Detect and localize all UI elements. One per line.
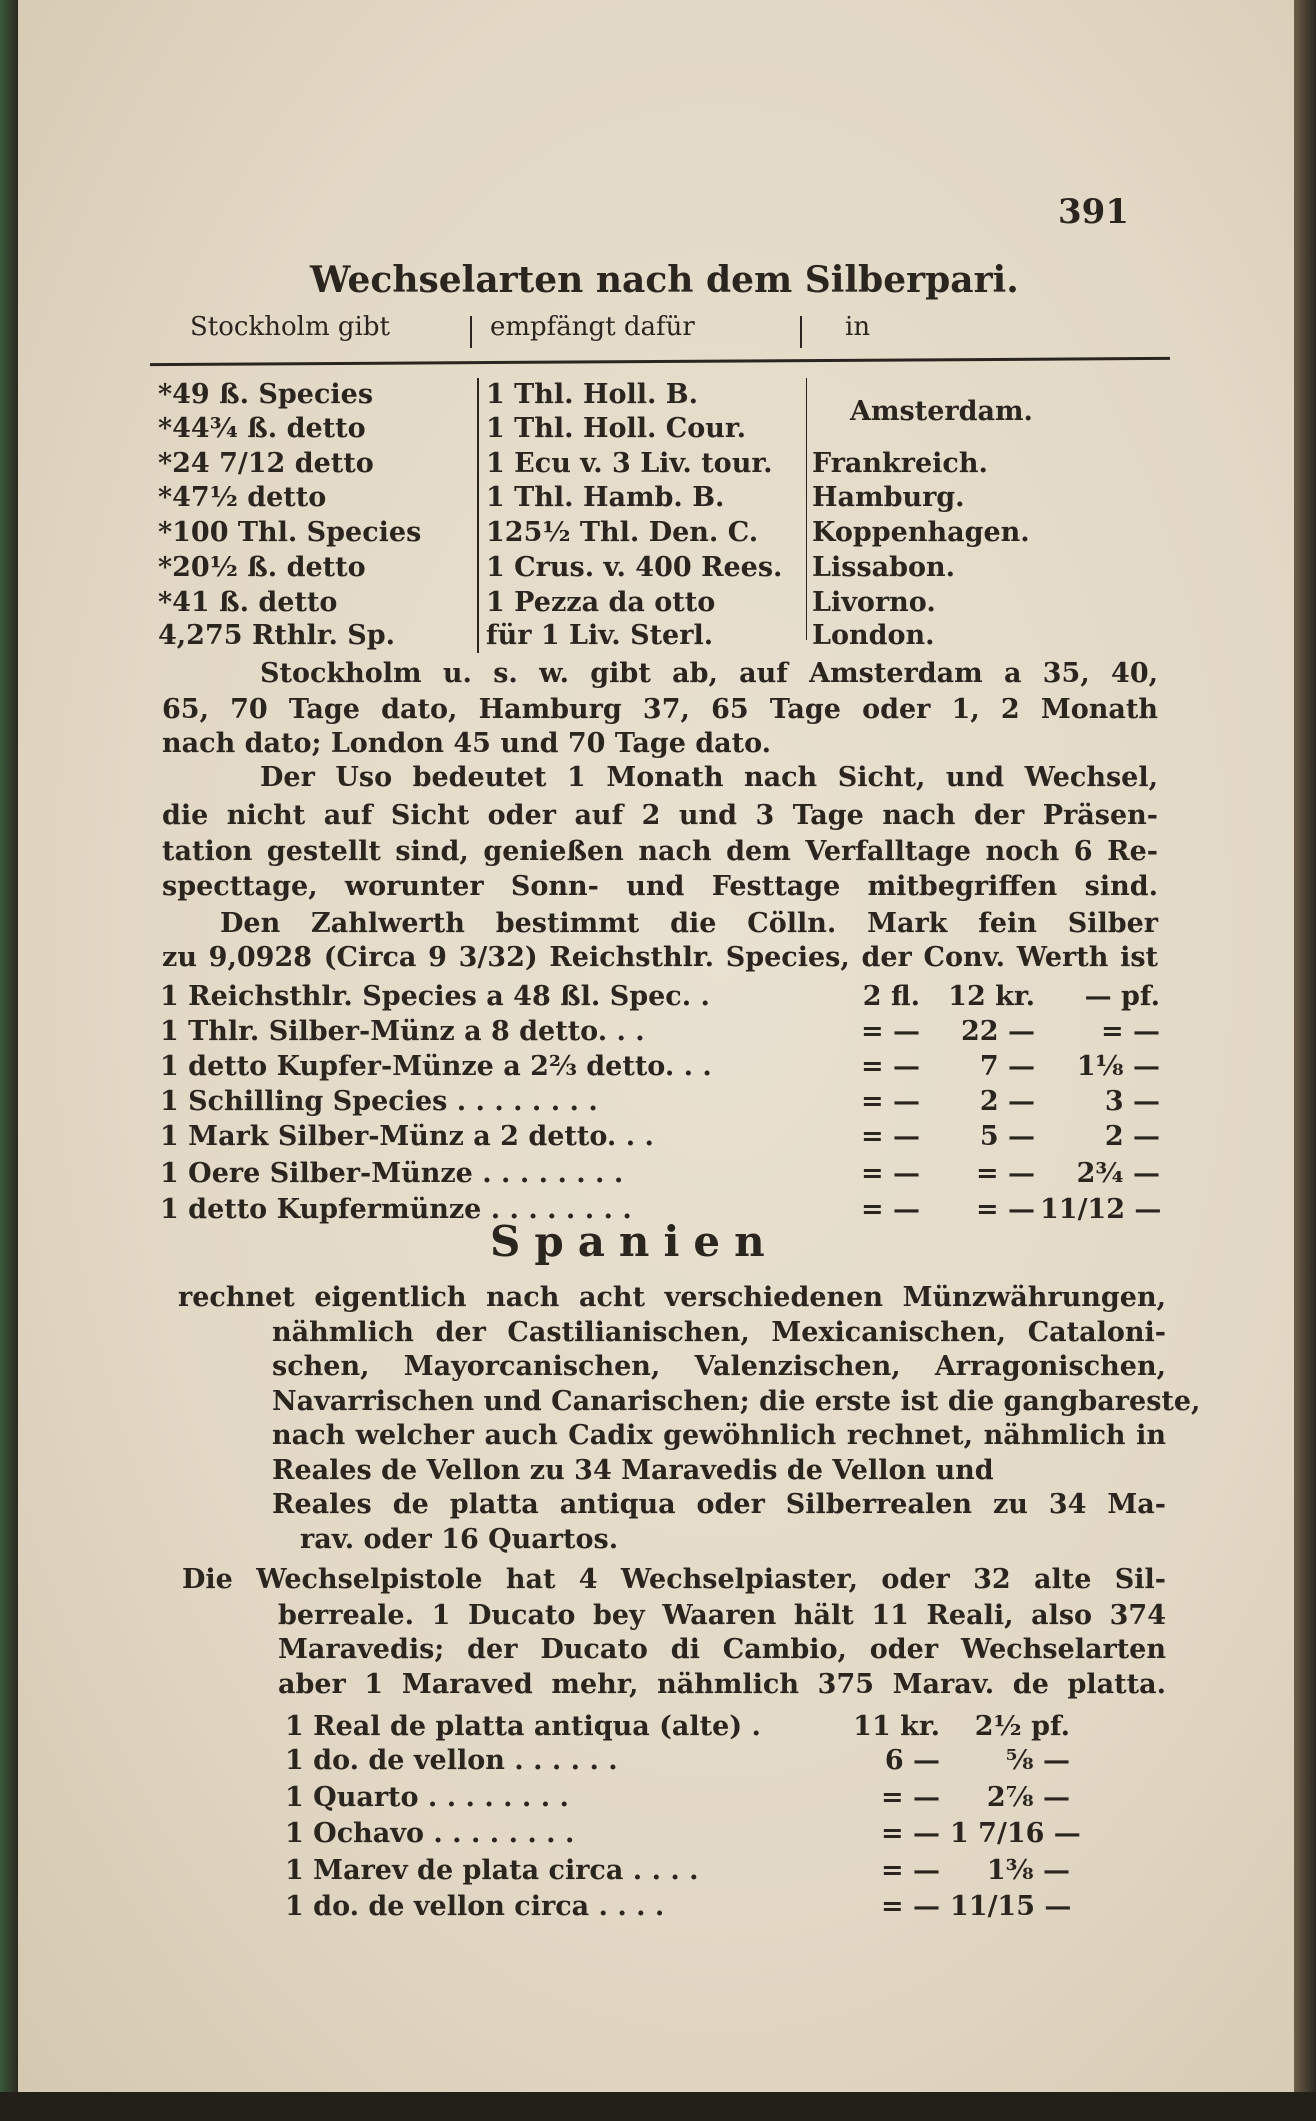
paragraph-line: zu 9,0928 (Circa 9 3/32) Reichsthlr. Species, der Conv. Werth ist [162,942,1158,973]
coin-value-kr: = — [975,1194,1035,1225]
coin-value-pf: 2⅞ — [986,1782,1070,1813]
coin-label: 1 Oere Silber-Münze . . . . . . . . [160,1158,624,1189]
page-number: 391 [1058,192,1129,232]
paragraph-line: rav. oder 16 Quartos. [300,1524,619,1555]
coin-value-pf: 2 — [1104,1121,1160,1152]
coin-label: 1 Marev de plata circa . . . . [285,1855,699,1886]
coin-value-pf: 1⅛ — [1076,1051,1160,1082]
exchange-place: Hamburg. [812,482,965,513]
coin-value-pf: = — [1100,1016,1160,1047]
coin-value-pf: 2¾ — [1076,1158,1160,1189]
coin-label: 1 do. de vellon circa . . . . [285,1891,665,1922]
coin-value-pf: 1 7/16 — [950,1818,1081,1849]
coin-value-pf: 11/12 — [1040,1194,1162,1225]
book-binding [1294,0,1316,2121]
coin-value-kr: 2 — [979,1086,1035,1117]
coin-value-kr: = — [880,1782,940,1813]
coin-value-pf: 1⅜ — [986,1855,1070,1886]
coin-value-fl: = — [860,1016,920,1047]
exchange-place: London. [812,620,935,651]
paragraph-line: berreale. 1 Ducato bey Waaren hält 11 Reali, also 374 [278,1600,1166,1631]
coin-label: 1 detto Kupfermünze . . . . . . . . [160,1194,632,1225]
paragraph-line: Die Wechselpistole hat 4 Wechselpiaster, oder 32 alte Sil- [182,1564,1166,1595]
column-header-place: in [845,312,871,342]
paragraph-line: rechnet eigentlich nach acht verschiedenen Münzwährungen, [178,1282,1166,1313]
column-divider [806,378,807,640]
coin-value-fl: = — [860,1121,920,1152]
exchange-receives: 1 Crus. v. 400 Rees. [486,552,783,583]
exchange-receives: 125½ Thl. Den. C. [486,517,759,548]
exchange-gives: *41 ß. detto [158,587,338,618]
section-heading-spanien: Spanien [490,1217,779,1266]
exchange-gives: 4,275 Rthlr. Sp. [158,620,396,651]
paragraph-line: specttage, worunter Sonn- und Festtage mitbegriffen sind. [162,871,1158,902]
exchange-place: Amsterdam. [850,396,1033,427]
header-divider [800,316,802,348]
coin-value-fl: 2 fl. [862,981,920,1012]
paragraph-line: schen, Mayorcanischen, Valenzischen, Arragonischen, [272,1351,1166,1382]
exchange-gives: *49 ß. Species [158,379,374,410]
coin-value-kr: = — [975,1158,1035,1189]
coin-label: 1 Real de platta antiqua (alte) . [285,1711,761,1742]
coin-value-kr: = — [880,1855,940,1886]
exchange-gives: *24 7/12 detto [158,448,374,479]
coin-value-fl: = — [860,1194,920,1225]
page-title: Wechselarten nach dem Silberpari. [310,259,1019,301]
exchange-gives: *20½ ß. detto [158,552,366,583]
coin-value-kr: 11 kr. [853,1711,940,1742]
column-header-receives: empfängt dafür [490,312,695,342]
header-divider [470,316,472,348]
coin-value-fl: = — [860,1158,920,1189]
coin-value-kr: 22 — [961,1016,1035,1047]
exchange-place: Lissabon. [812,552,956,583]
coin-value-kr: = — [880,1891,940,1922]
coin-value-kr: 5 — [979,1121,1035,1152]
scan-background [0,2092,1316,2121]
coin-value-kr: 7 — [979,1051,1035,1082]
column-divider [477,378,479,653]
paragraph-line: Reales de platta antiqua oder Silberrealen zu 34 Ma- [272,1489,1166,1520]
column-header-gives: Stockholm gibt [190,312,390,342]
exchange-receives: 1 Pezza da otto [486,587,716,618]
book-edge-left [0,0,18,2121]
coin-value-pf: 11/15 — [950,1891,1072,1922]
paragraph-line: nähmlich der Castilianischen, Mexicanischen, Cataloni- [272,1317,1166,1348]
coin-value-fl: = — [860,1051,920,1082]
paragraph-line: nach welcher auch Cadix gewöhnlich rechnet, nähmlich in [272,1420,1166,1451]
exchange-receives: 1 Thl. Hamb. B. [486,482,725,513]
paragraph-line: die nicht auf Sicht oder auf 2 und 3 Tage nach der Präsen- [162,800,1158,831]
coin-label: 1 detto Kupfer-Münze a 2⅔ detto. . . [160,1051,712,1082]
coin-value-kr: = — [880,1818,940,1849]
paragraph-line: Navarrischen und Canarischen; die erste ist die gangbareste, [272,1386,1201,1417]
exchange-receives: für 1 Liv. Sterl. [486,620,714,651]
paragraph-line: tation gestellt sind, genießen nach dem Verfalltage noch 6 Re- [162,836,1158,867]
paragraph-line: nach dato; London 45 und 70 Tage dato. [162,728,772,759]
coin-label: 1 do. de vellon . . . . . . [285,1745,618,1776]
coin-value-kr: 6 — [884,1745,940,1776]
coin-value-pf: 3 — [1104,1086,1160,1117]
coin-label: 1 Reichsthlr. Species a 48 ßl. Spec. . [160,981,710,1012]
exchange-receives: 1 Ecu v. 3 Liv. tour. [486,448,773,479]
coin-value-fl: = — [860,1086,920,1117]
coin-label: 1 Quarto . . . . . . . . [285,1782,569,1813]
exchange-gives: *100 Thl. Species [158,517,422,548]
exchange-place: Frankreich. [812,448,988,479]
coin-label: 1 Mark Silber-Münz a 2 detto. . . [160,1121,654,1152]
exchange-receives: 1 Thl. Holl. Cour. [486,413,747,444]
coin-label: 1 Ochavo . . . . . . . . [285,1818,575,1849]
coin-value-pf: 2½ pf. [974,1711,1070,1742]
exchange-place: Koppenhagen. [812,517,1030,548]
coin-label: 1 Schilling Species . . . . . . . . [160,1086,598,1117]
exchange-receives: 1 Thl. Holl. B. [486,379,699,410]
paragraph-line: 65, 70 Tage dato, Hamburg 37, 65 Tage oder 1, 2 Monath [162,694,1158,725]
paragraph-line: aber 1 Maraved mehr, nähmlich 375 Marav. de platta. [278,1669,1166,1700]
exchange-gives: *47½ detto [158,482,327,513]
exchange-gives: *44¾ ß. detto [158,413,366,444]
exchange-place: Livorno. [812,587,936,618]
coin-value-pf: ⅝ — [1005,1745,1070,1776]
paragraph-line: Reales de Vellon zu 34 Maravedis de Vellon und [272,1455,994,1486]
paragraph-line: Der Uso bedeutet 1 Monath nach Sicht, und Wechsel, [260,762,1158,793]
coin-value-kr: 12 kr. [948,981,1035,1012]
coin-value-pf: — pf. [1084,981,1160,1012]
paragraph-line: Stockholm u. s. w. gibt ab, auf Amsterdam a 35, 40, [260,658,1158,689]
paragraph-line: Maravedis; der Ducato di Cambio, oder Wechselarten [278,1634,1166,1665]
coin-label: 1 Thlr. Silber-Münz a 8 detto. . . [160,1016,645,1047]
paragraph-line: Den Zahlwerth bestimmt die Cölln. Mark fein Silber [220,908,1158,939]
